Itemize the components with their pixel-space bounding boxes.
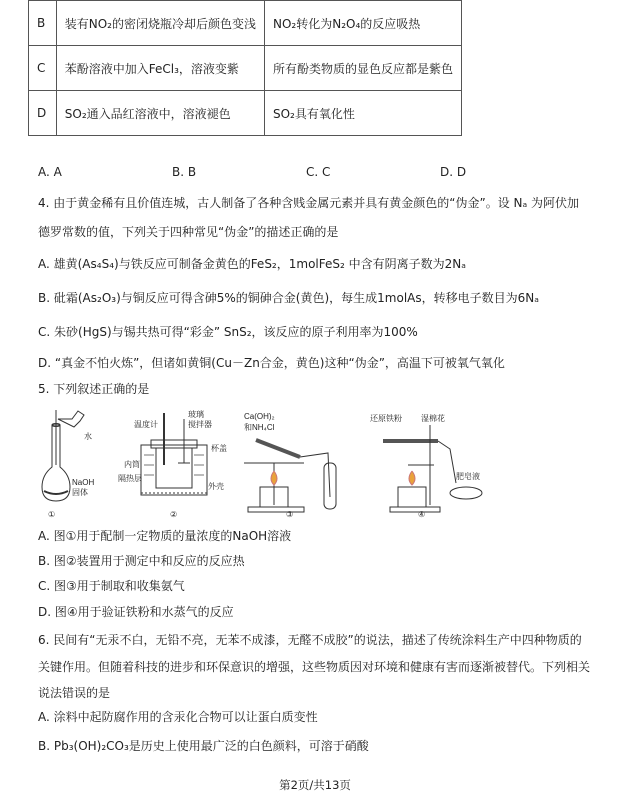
table-row	[29, 91, 462, 136]
q4-option-a: A. 雄黄(As₄S₄)与铁反应可制备金黄色的FeS₂，1molFeS₂ 中含有阴离子数为2Nₐ	[38, 257, 466, 271]
label-inner: 内筒	[124, 460, 140, 469]
q3-choices	[38, 164, 466, 180]
label-insulation: 隔热层	[118, 474, 142, 483]
q4-option-d: D. “真金不怕火炼”，但诸如黄铜(Cu－Zn合金，黄色)这种“伪金”，高温下可被氧气氧化	[38, 356, 505, 370]
choice-d[interactable]: D. D	[440, 165, 467, 179]
q4-option-b: B. 砒霜(As₂O₃)与铜反应可得含砷5%的铜砷合金(黄色)，每生成1molAs，转移电子数目为6Nₐ	[38, 291, 539, 305]
row-conclusion: SO₂具有氧化性	[264, 91, 461, 136]
experiment-figure	[38, 405, 488, 520]
label-iron: 还原铁粉	[370, 414, 402, 423]
q6-option-a: A. 涂料中起防腐作用的含汞化合物可以让蛋白质变性	[38, 710, 318, 724]
fig-number-3: ③	[286, 510, 294, 519]
q5-option-b: B. 图②装置用于测定中和反应的反应热	[38, 554, 245, 568]
options-table	[28, 0, 462, 136]
fig-number-1: ①	[48, 510, 56, 519]
q6-stem-line3: 说法错误的是	[38, 686, 111, 700]
row-label: B	[29, 1, 57, 46]
q5-option-a: A. 图①用于配制一定物质的量浓度的NaOH溶液	[38, 529, 292, 543]
label-outer: 外壳	[208, 482, 224, 491]
iron-steam-figure	[383, 425, 482, 512]
choice-c[interactable]: C. C	[306, 165, 331, 179]
q6-option-b: B. Pb₃(OH)₂CO₃是历史上使用最广泛的白色颜料，可溶于硝酸	[38, 739, 369, 753]
fig-number-2: ②	[170, 510, 178, 519]
row-operation: 装有NO₂的密闭烧瓶冷却后颜色变浅	[56, 1, 264, 46]
q5-option-d: D. 图④用于验证铁粉和水蒸气的反应	[38, 605, 234, 619]
q6-stem-line2: 关键作用。但随着科技的进步和环保意识的增强，这些物质因对环境和健康有害而逐渐被替代。下列相关	[38, 660, 591, 674]
label-thermometer: 温度计	[134, 420, 158, 429]
choice-a[interactable]: A. A	[38, 165, 62, 179]
row-conclusion: 所有酚类物质的显色反应都是紫色	[264, 46, 461, 91]
label-naoh: NaOH	[72, 478, 95, 487]
q4-option-c: C. 朱砂(HgS)与锡共热可得“彩金” SnS₂，该反应的原子利用率为100%	[38, 325, 418, 339]
label-caoh2: Ca(OH)₂	[244, 412, 275, 421]
label-stirrer-1: 玻璃	[188, 410, 204, 419]
label-solid: 固体	[72, 488, 88, 497]
row-operation: 苯酚溶液中加入FeCl₃，溶液变紫	[56, 46, 264, 91]
choice-b[interactable]: B. B	[172, 165, 197, 179]
q6-stem-line1: 6. 民间有“无汞不白，无铅不亮，无苯不成漆，无醛不成胶”的说法，描述了传统涂料生产中四种物质的	[38, 633, 582, 647]
table-row	[29, 1, 462, 46]
label-lid: 杯盖	[211, 444, 227, 453]
page-footer: 第2页/共13页	[279, 778, 351, 792]
label-cotton: 湿棉花	[421, 414, 445, 423]
row-conclusion: NO₂转化为N₂O₄的反应吸热	[264, 1, 461, 46]
label-water: 水	[84, 432, 92, 441]
q5-option-c: C. 图③用于制取和收集氨气	[38, 579, 185, 593]
ammonia-apparatus-figure	[244, 440, 336, 512]
q4-stem-line2: 德罗常数的值，下列关于四种常见“伪金”的描述正确的是	[38, 225, 339, 239]
label-soap: 肥皂液	[456, 472, 480, 481]
table-row	[29, 46, 462, 91]
label-nh4cl: 和NH₄Cl	[244, 423, 275, 432]
fig-number-4: ④	[418, 510, 426, 519]
q4-stem-line1: 4. 由于黄金稀有且价值连城，古人制备了各种含贱金属元素并具有黄金颜色的“伪金”。设 Nₐ 为阿伏加	[38, 196, 580, 210]
row-label: C	[29, 46, 57, 91]
q5-stem: 5. 下列叙述正确的是	[38, 382, 150, 396]
label-stirrer-2: 搅拌器	[188, 420, 212, 429]
row-operation: SO₂通入品红溶液中，溶液褪色	[56, 91, 264, 136]
row-label: D	[29, 91, 57, 136]
